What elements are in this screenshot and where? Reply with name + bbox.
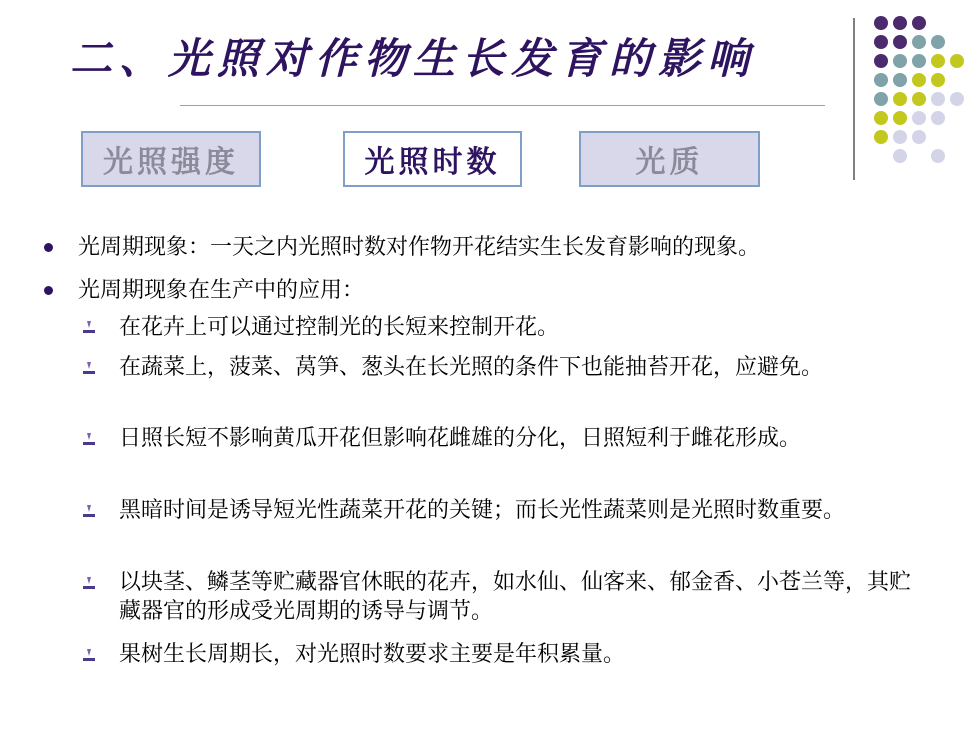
decor-dot [874, 130, 888, 144]
decor-dot [912, 111, 926, 125]
sub-bullet-item: 果树生长周期长，对光照时数要求主要是年积累量。 [119, 642, 626, 667]
sub-bullet-item: 日照长短不影响黄瓜开花但影响花雌雄的分化，日照短利于雌花形成。 [119, 426, 802, 451]
decor-dot [931, 35, 945, 49]
sub-bullet-icon [83, 577, 95, 590]
decor-dot [912, 35, 926, 49]
decor-dot [874, 73, 888, 87]
sub-bullet-icon [83, 362, 95, 375]
bullet-dot [44, 286, 53, 295]
decor-dot [912, 92, 926, 106]
decor-dot [874, 111, 888, 125]
vertical-divider [853, 18, 855, 180]
sub-bullet-item: 以块茎、鳞茎等贮藏器官休眠的花卉，如水仙、仙客来、郁金香、小苍兰等，其贮藏器官的形成受光周期的诱导与调节。 [119, 570, 912, 624]
bullet-item: 光周期现象：一天之内光照时数对作物开花结实生长发育影响的现象。 [78, 235, 761, 260]
decor-dot [912, 54, 926, 68]
decor-dot [893, 16, 907, 30]
sub-bullet-item: 黑暗时间是诱导短光性蔬菜开花的关键；而长光性蔬菜则是光照时数重要。 [119, 498, 846, 523]
decor-dot [950, 92, 964, 106]
bullet-item: 光周期现象在生产中的应用： [78, 278, 365, 303]
decor-dot [893, 73, 907, 87]
slide-title: 二、光照对作物生长发育的影响 [70, 34, 757, 83]
bullet-dot [44, 243, 53, 252]
decor-dot [912, 130, 926, 144]
decor-dot [931, 111, 945, 125]
sub-bullet-icon [83, 433, 95, 446]
decor-dot [893, 149, 907, 163]
decor-dot [912, 16, 926, 30]
decor-dot [874, 16, 888, 30]
decor-dot [931, 92, 945, 106]
sub-bullet-item: 在蔬菜上，菠菜、莴笋、葱头在长光照的条件下也能抽苔开花，应避免。 [119, 355, 824, 380]
decor-dot [874, 92, 888, 106]
decor-dot [893, 35, 907, 49]
decor-dot [950, 54, 964, 68]
decor-dot [893, 111, 907, 125]
decor-dot [931, 73, 945, 87]
decor-dot [931, 54, 945, 68]
sub-bullet-icon [83, 505, 95, 518]
tab-light-duration[interactable]: 光照时数 [343, 131, 522, 187]
decor-dot [893, 54, 907, 68]
decor-dot [912, 73, 926, 87]
tab-light-quality[interactable]: 光质 [579, 131, 760, 187]
sub-bullet-icon [83, 649, 95, 662]
tab-light-intensity[interactable]: 光照强度 [81, 131, 261, 187]
decor-dot [893, 130, 907, 144]
decor-dot [874, 35, 888, 49]
sub-bullet-icon [83, 321, 95, 334]
decor-dot [874, 54, 888, 68]
decor-dot [893, 92, 907, 106]
decor-dot [931, 149, 945, 163]
sub-bullet-item: 在花卉上可以通过控制光的长短来控制开花。 [119, 315, 560, 340]
